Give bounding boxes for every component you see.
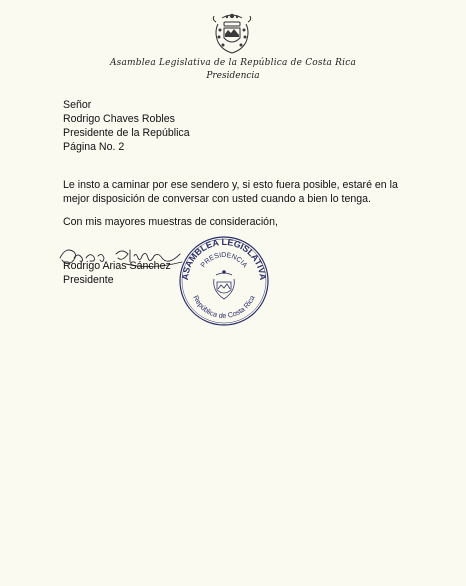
seal-outer-text: ASAMBLEA LEGISLATIVA <box>179 236 269 281</box>
seal-bottom-text: República de Costa Rica <box>191 293 257 321</box>
seal-emblem-icon <box>214 271 235 299</box>
body-line-2: mejor disposición de conversar con usted cuando a bien lo tenga. <box>63 193 371 205</box>
official-seal-stamp <box>178 235 270 327</box>
institution-name: Asamblea Legislativa de la República de Costa Rica <box>109 58 357 68</box>
seal-inner-text: PRESIDENCIA <box>199 251 249 270</box>
signer-title: Presidente <box>63 274 114 286</box>
signer-name: Rodrigo Arias Sánchez <box>63 260 171 272</box>
closing-line: Con mis mayores muestras de consideración, <box>63 216 278 228</box>
coat-of-arms-icon <box>210 10 254 56</box>
salutation: Señor <box>63 99 92 111</box>
recipient-title: Presidente de la República <box>63 127 190 139</box>
recipient-name: Rodrigo Chaves Robles <box>63 113 175 125</box>
page-number: Página No. 2 <box>63 141 125 153</box>
body-line-1: Le insto a caminar por ese sendero y, si esto fuera posible, estaré en la <box>63 179 398 191</box>
office-name: Presidencia <box>206 71 260 81</box>
